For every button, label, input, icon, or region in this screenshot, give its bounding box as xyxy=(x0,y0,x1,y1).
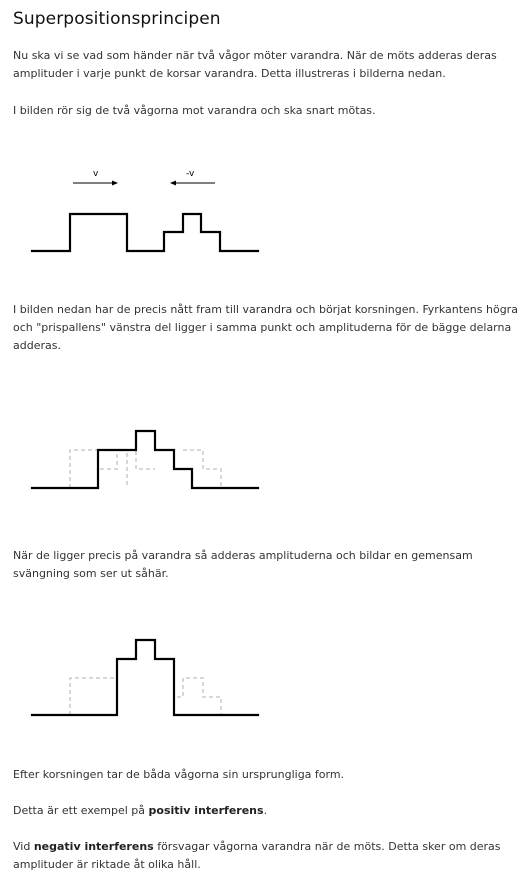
negative-interference-paragraph xyxy=(13,838,518,874)
positive-suffix: . xyxy=(263,804,268,817)
page-title: Superpositionsprincipen xyxy=(13,9,221,29)
waves-trace xyxy=(32,214,258,251)
negative-prefix: Vid xyxy=(13,840,34,853)
arrowhead-left-icon xyxy=(170,181,176,186)
figure-waves-superposed xyxy=(0,630,300,720)
intro-paragraph: Nu ska vi se vad som händer när två vågor möter varandra. När de möts adderas deras amplituder i varje punkt de korsar varandra. Detta illustreras i bilderna nedan. xyxy=(13,49,497,80)
positive-interference-term: positiv interferens xyxy=(148,804,264,817)
positive-prefix: Detta är ett exempel på xyxy=(13,804,149,817)
figure1-caption: I bilden rör sig de två vågorna mot varandra och ska snart mötas. xyxy=(13,104,376,117)
negative-suffix: försvagar vågorna varandra när de möts. Detta sker om deras amplituder är riktade åt olika håll. xyxy=(13,840,501,871)
sum-trace xyxy=(32,640,258,715)
arrowhead-right-icon xyxy=(112,181,118,186)
figure3-caption: När de ligger precis på varandra så adderas amplituderna och bildar en gemensam svängning som ser ut såhär. xyxy=(13,549,473,580)
positive-interference-paragraph xyxy=(13,802,518,820)
figure-waves-approaching xyxy=(0,160,300,260)
figure2-caption: I bilden nedan har de precis nått fram till varandra och börjat korsningen. Fyrkantens högra och "prispallens" vänstra del ligger i samma punkt och amplituderna för de bägge delarna adderas. xyxy=(13,303,518,352)
velocity-label-right: -v xyxy=(186,169,195,179)
after-crossing-paragraph: Efter korsningen tar de båda vågorna sin ursprungliga form. xyxy=(13,768,345,781)
square-pulse-outline xyxy=(70,678,117,715)
podium-pulse-outline xyxy=(174,678,221,715)
negative-interference-term: negativ interferens xyxy=(33,840,154,853)
figure-waves-overlapping xyxy=(0,420,300,500)
velocity-label-left: v xyxy=(93,169,99,179)
sum-trace xyxy=(32,431,258,488)
